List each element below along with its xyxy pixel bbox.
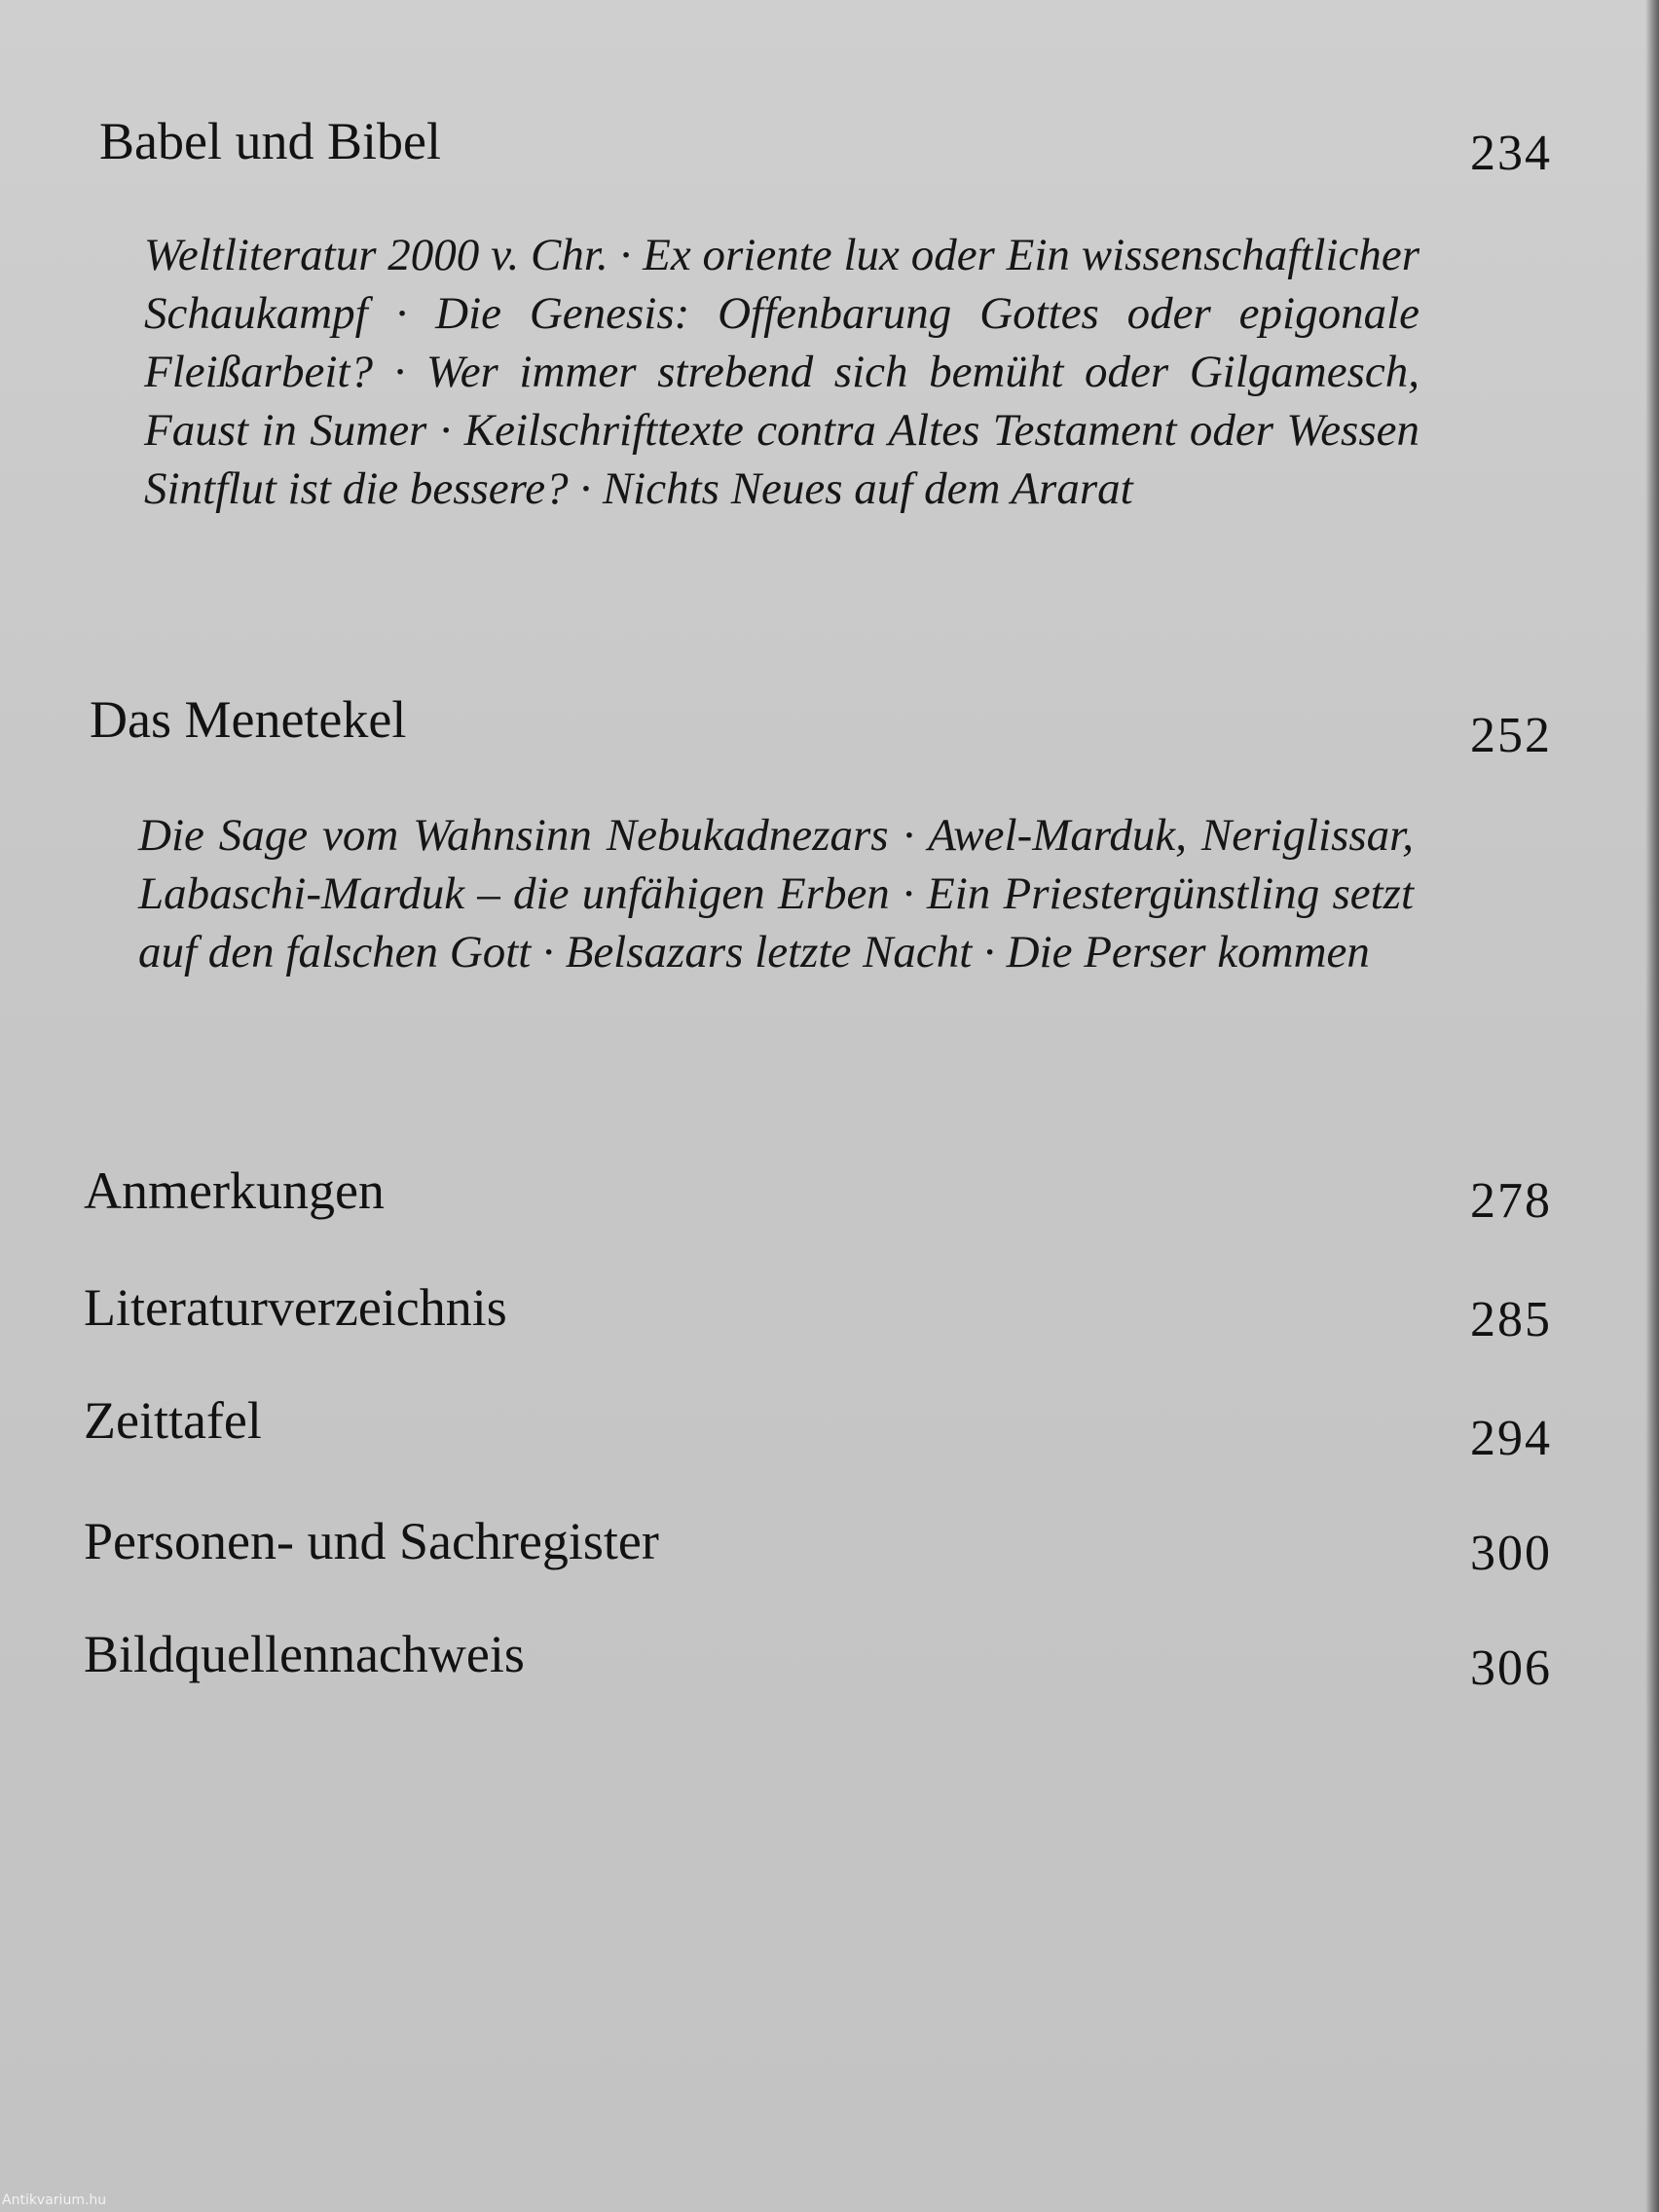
toc-entry-title: Das Menetekel <box>90 690 407 749</box>
toc-entry-page: 300 <box>1470 1526 1552 1581</box>
toc-entry-page: 252 <box>1470 708 1552 763</box>
toc-entry-page: 285 <box>1470 1292 1552 1347</box>
toc-entry-page: 294 <box>1470 1411 1552 1466</box>
toc-entry-description: Weltliteratur 2000 v. Chr. · Ex oriente lux oder Ein wissenschaftlicher Schaukampf · Die Genesis: Offenbarung Gottes oder epigonale Fleißarbeit? · Wer immer strebend sich bemüht oder Gilgamesch, Faust in Sumer · Keilschrifttexte contra Altes Testament oder Wessen Sintflut ist die bessere? · Nichts Neues auf dem Ararat <box>144 230 1419 514</box>
toc-entry-title: Bildquellennachweis <box>84 1625 525 1683</box>
watermark: Antikvarium.hu <box>2 2193 107 2208</box>
toc-entry-page: 278 <box>1470 1173 1552 1229</box>
page-edge-shadow <box>1645 0 1659 2212</box>
toc-entry-title: Babel und Bibel <box>99 112 441 170</box>
toc-entry-page: 234 <box>1470 126 1552 181</box>
toc-entry-page: 306 <box>1470 1641 1552 1696</box>
toc-entry-title: Anmerkungen <box>84 1161 385 1220</box>
toc-entry-title: Personen- und Sachregister <box>84 1512 659 1570</box>
toc-entry-title: Literaturverzeichnis <box>84 1278 507 1337</box>
toc-entry-title: Zeittafel <box>84 1391 262 1450</box>
toc-entry-description: Die Sage vom Wahnsinn Nebukadnezars · Awel-Marduk, Neriglissar, Labaschi-Marduk – die unfähigen Erben · Ein Priestergünstling setzt auf den falschen Gott · Belsazars letzte Nacht · Die Perser kommen <box>138 810 1414 977</box>
